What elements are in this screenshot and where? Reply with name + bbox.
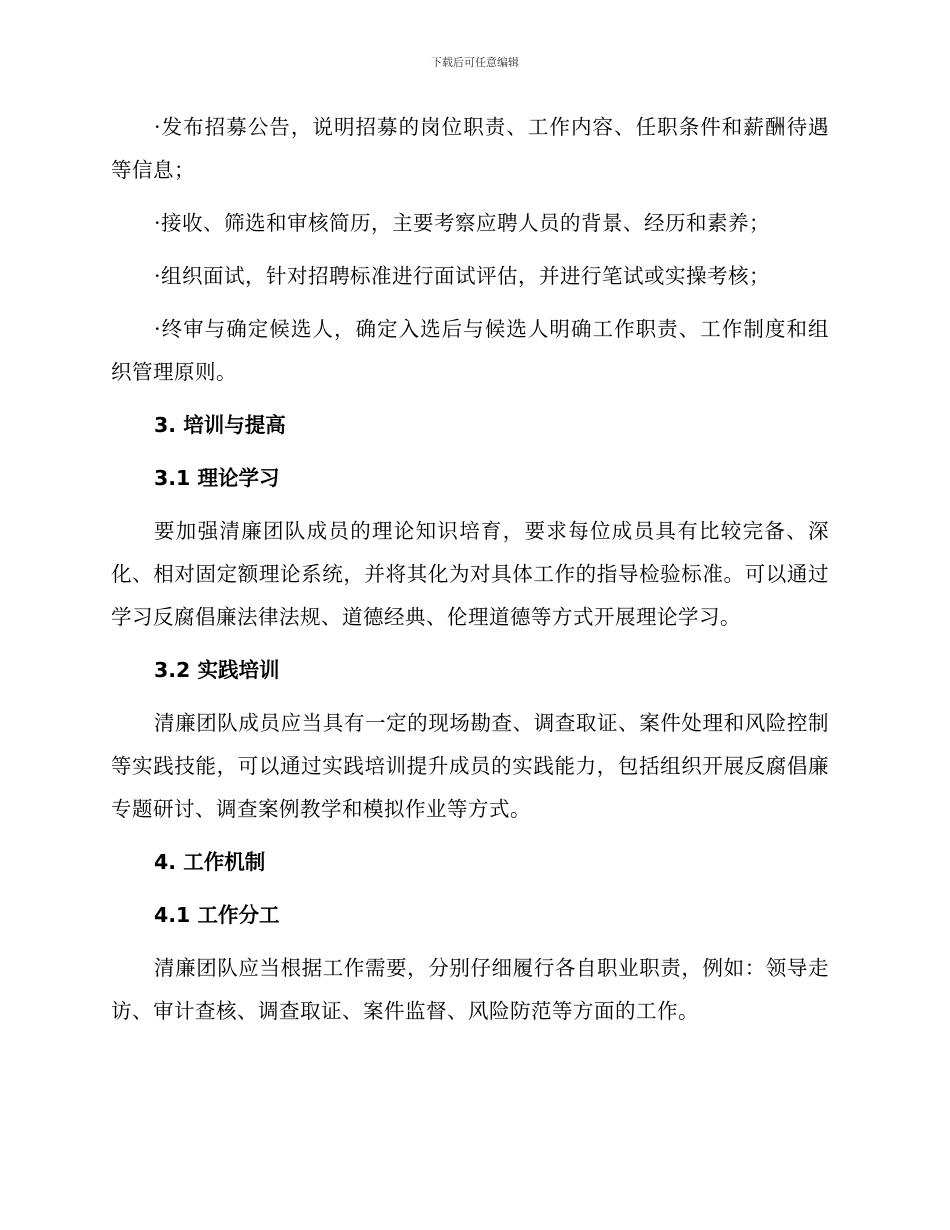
- bullet-resume-screening: ·接收、筛选和审核简历，主要考察应聘人员的背景、经历和素养；: [154, 211, 771, 235]
- bullet-interview: ·组织面试，针对招聘标准进行面试评估，并进行笔试或实操考核；: [154, 264, 771, 288]
- header-note: 下载后可任意编辑: [431, 56, 519, 69]
- subsection-heading-4-1: 4.1 工作分工: [154, 903, 280, 927]
- bullet-recruitment-notice: ·发布招募公告，说明招募的岗位职责、工作内容、任职条件和薪酬待遇等信息；: [111, 115, 829, 182]
- bullet-final-review: ·终审与确定候选人，确定入选后与候选人明确工作职责、工作制度和组织管理原则。: [111, 317, 829, 384]
- section-heading-3: 3. 培训与提高: [154, 413, 286, 437]
- paragraph-theory-study: 要加强清廉团队成员的理论知识培育，要求每位成员具有比较完备、深化、相对固定额理论系统，并将其化为对具体工作的指导检验标准。可以通过学习反腐倡廉法律法规、道德经典、伦理道德等方式开展理论学习。: [111, 519, 829, 629]
- document-body: [111, 106, 829, 1043]
- subsection-heading-3-1: 3.1 理论学习: [154, 466, 280, 490]
- subsection-heading-3-2: 3.2 实践培训: [154, 658, 280, 682]
- paragraph-work-division: 清廉团队应当根据工作需要，分别仔细履行各自职业职责，例如：领导走访、审计查核、调查取证、案件监督、风险防范等方面的工作。: [111, 956, 829, 1023]
- section-heading-4: 4. 工作机制: [154, 850, 266, 874]
- paragraph-practice-training: 清廉团队成员应当具有一定的现场勘查、调查取证、案件处理和风险控制等实践技能，可以通过实践培训提升成员的实践能力，包括组织开展反腐倡廉专题研讨、调查案例教学和模拟作业等方式。: [111, 711, 829, 821]
